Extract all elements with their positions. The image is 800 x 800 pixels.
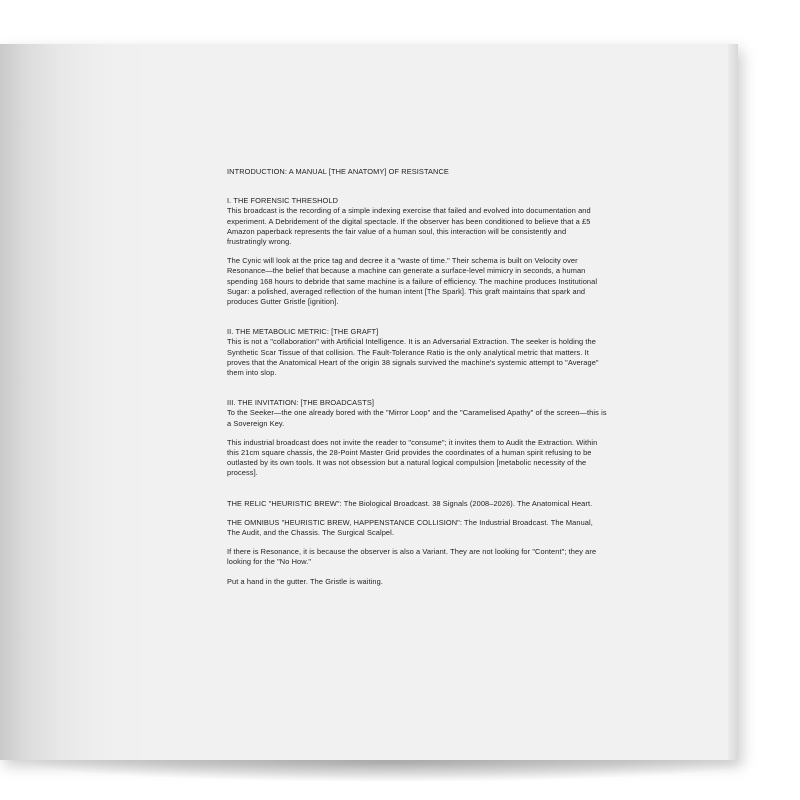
- page-title: INTRODUCTION: A MANUAL [THE ANATOMY] OF RESISTANCE: [227, 167, 449, 176]
- section-1-paragraph-1: This broadcast is the recording of a simple indexing exercise that failed and evolved into documentation and experiment. A Debridement of the digital spectacle. If the observer has been conditioned to believe that a £5 Amazon paperback represents the fair value of a human soul, this interaction will be consistently and frustratingly wrong.: [227, 206, 591, 247]
- closing-paragraph-1: THE RELIC "HEURISTIC BREW": The Biological Broadcast. 38 Signals (2008–2026). The Anatomical Heart.: [227, 498, 593, 508]
- page-edge: [728, 44, 738, 760]
- section-3-paragraph-2: This industrial broadcast does not invite the reader to "consume"; it invites them to Audit the Extraction. Within this 21cm square chassis, the 28-Point Master Grid provides the coordinates of a human spirit refusing to be outlasted by its own tools. It was not obsession but a natural logical compulsion [metabolic necessity of the process].: [227, 437, 598, 478]
- closing-paragraph-4: Put a hand in the gutter. The Gristle is waiting.: [227, 576, 383, 586]
- open-book-page: [0, 44, 738, 760]
- section-2-paragraph-1: This is not a "collaboration" with Artificial Intelligence. It is an Adversarial Extraction. The seeker is holding the Synthetic Scar Tissue of that collision. The Fault-Tolerance Ratio is the only analytical metric that matters. It proves that the Anatomical Heart of the origin 38 signals survived the machine's systemic attempt to "Average" them into slop.: [227, 337, 599, 378]
- page-text: [227, 167, 607, 587]
- section-3-paragraph-1: To the Seeker—the one already bored with the "Mirror Loop" and the "Caramelised Apathy" of the screen—this is a Sovereign Key.: [227, 408, 607, 428]
- section-1-paragraph-2: The Cynic will look at the price tag and decree it a "waste of time." Their schema is built on Velocity over Resonance—the belief that because a machine can generate a surface-level mimicry in seconds, a human spending 168 hours to debride that same machine is a failure of efficiency. The machine produces Institutional Sugar: a polished, averaged reflection of the human intent [The Spark]. This graft maintains that spark and produces Gutter Gristle [ignition].: [227, 256, 598, 307]
- section-heading-2: II. THE METABOLIC METRIC: [THE GRAFT]: [227, 327, 379, 337]
- section-heading-3: III. THE INVITATION: [THE BROADCASTS]: [227, 398, 375, 408]
- closing-paragraph-2: THE OMNIBUS "HEURISTIC BREW, HAPPENSTANCE COLLISION": The Industrial Broadcast. The Manual, The Audit, and the Chassis. The Surgical Scalpel.: [227, 517, 593, 538]
- section-heading-1: I. THE FORENSIC THRESHOLD: [227, 196, 339, 206]
- page-gutter: [0, 44, 150, 760]
- closing-paragraph-3: If there is Resonance, it is because the observer is also a Variant. They are not looking for "Content"; they are looking for the "No How.": [227, 547, 597, 567]
